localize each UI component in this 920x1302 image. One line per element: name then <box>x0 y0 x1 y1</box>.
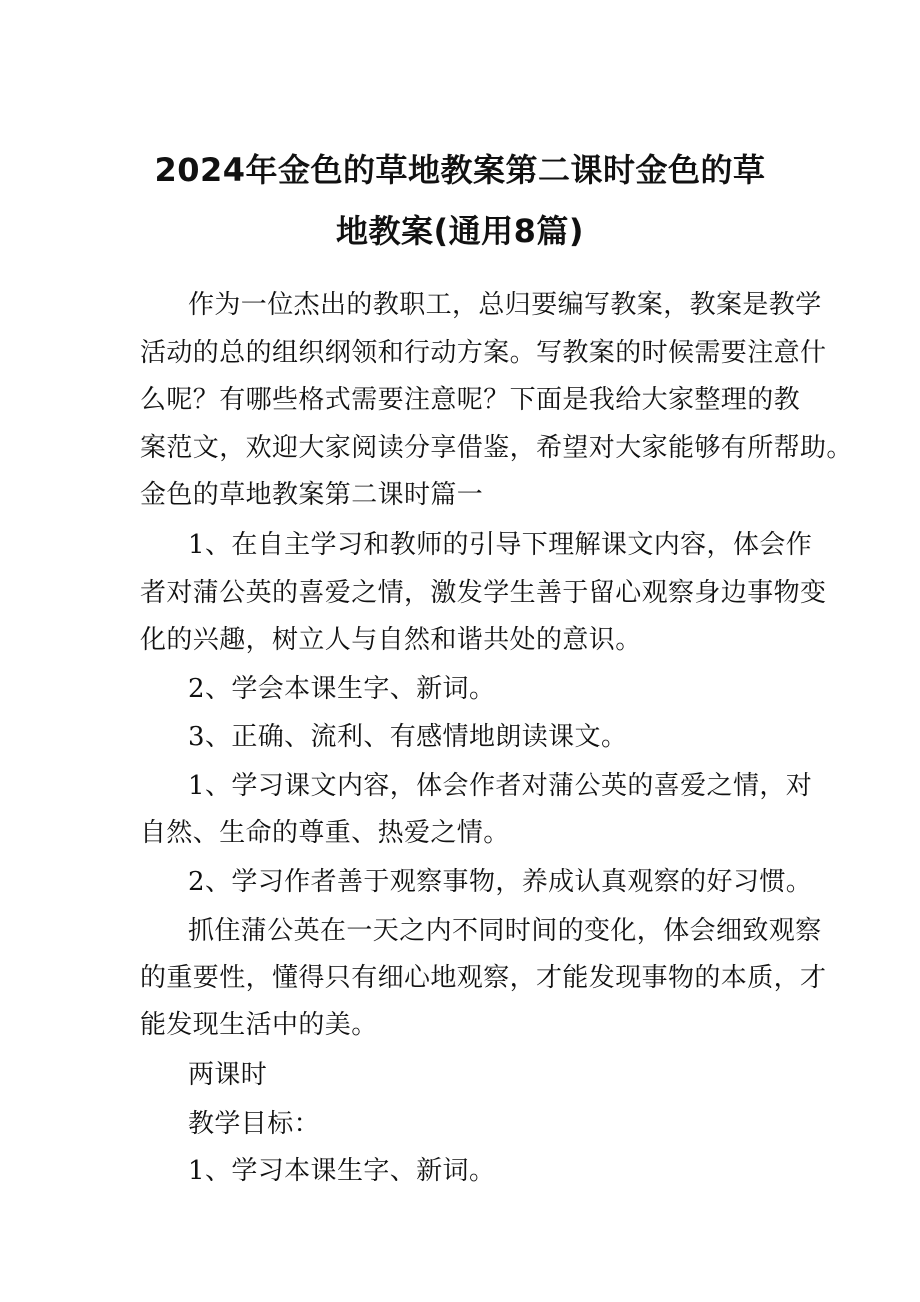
paragraph-intro-line-2: 活动的总的组织纲领和行动方案。写教案的时候需要注意什 <box>140 338 827 368</box>
section-heading: 金色的草地教案第二课时篇一 <box>140 480 484 510</box>
teaching-goal-1: 1、学习本课生字、新词。 <box>188 1156 496 1186</box>
key-point-2: 2、学习作者善于观察事物，养成认真观察的好习惯。 <box>188 867 813 897</box>
goal-1-line-1: 1、在自主学习和教师的引导下理解课文内容，体会作 <box>188 530 813 560</box>
difficulty-line-2: 的重要性，懂得只有细心地观察，才能发现事物的本质，才 <box>140 963 827 993</box>
paragraph-intro-line-3: 么呢？有哪些格式需要注意呢？下面是我给大家整理的教 <box>140 385 801 415</box>
goal-2: 2、学会本课生字、新词。 <box>188 674 496 704</box>
goal-3: 3、正确、流利、有感情地朗读课文。 <box>188 722 628 752</box>
key-point-1-line-1: 1、学习课文内容，体会作者对蒲公英的喜爱之情，对 <box>188 771 813 801</box>
paragraph-intro-line-4: 案范文，欢迎大家阅读分享借鉴，希望对大家能够有所帮助。 <box>140 433 853 463</box>
paragraph-intro-line-1: 作为一位杰出的教职工，总归要编写教案，教案是教学 <box>188 290 822 320</box>
key-point-1-line-2: 自然、生命的尊重、热爱之情。 <box>140 818 510 848</box>
document-title-line-2: 地教案(通用8篇) <box>335 212 585 250</box>
goal-1-line-3: 化的兴趣，树立人与自然和谐共处的意识。 <box>140 625 642 655</box>
difficulty-line-3: 能发现生活中的美。 <box>140 1010 378 1040</box>
lesson-count: 两课时 <box>188 1060 268 1090</box>
goal-1-line-2: 者对蒲公英的喜爱之情，激发学生善于留心观察身边事物变 <box>140 578 827 608</box>
difficulty-line-1: 抓住蒲公英在一天之内不同时间的变化，体会细致观察 <box>188 916 822 946</box>
document-title-line-1: 2024年金色的草地教案第二课时金色的草 <box>154 151 766 189</box>
teaching-goals-heading: 教学目标： <box>188 1109 321 1139</box>
